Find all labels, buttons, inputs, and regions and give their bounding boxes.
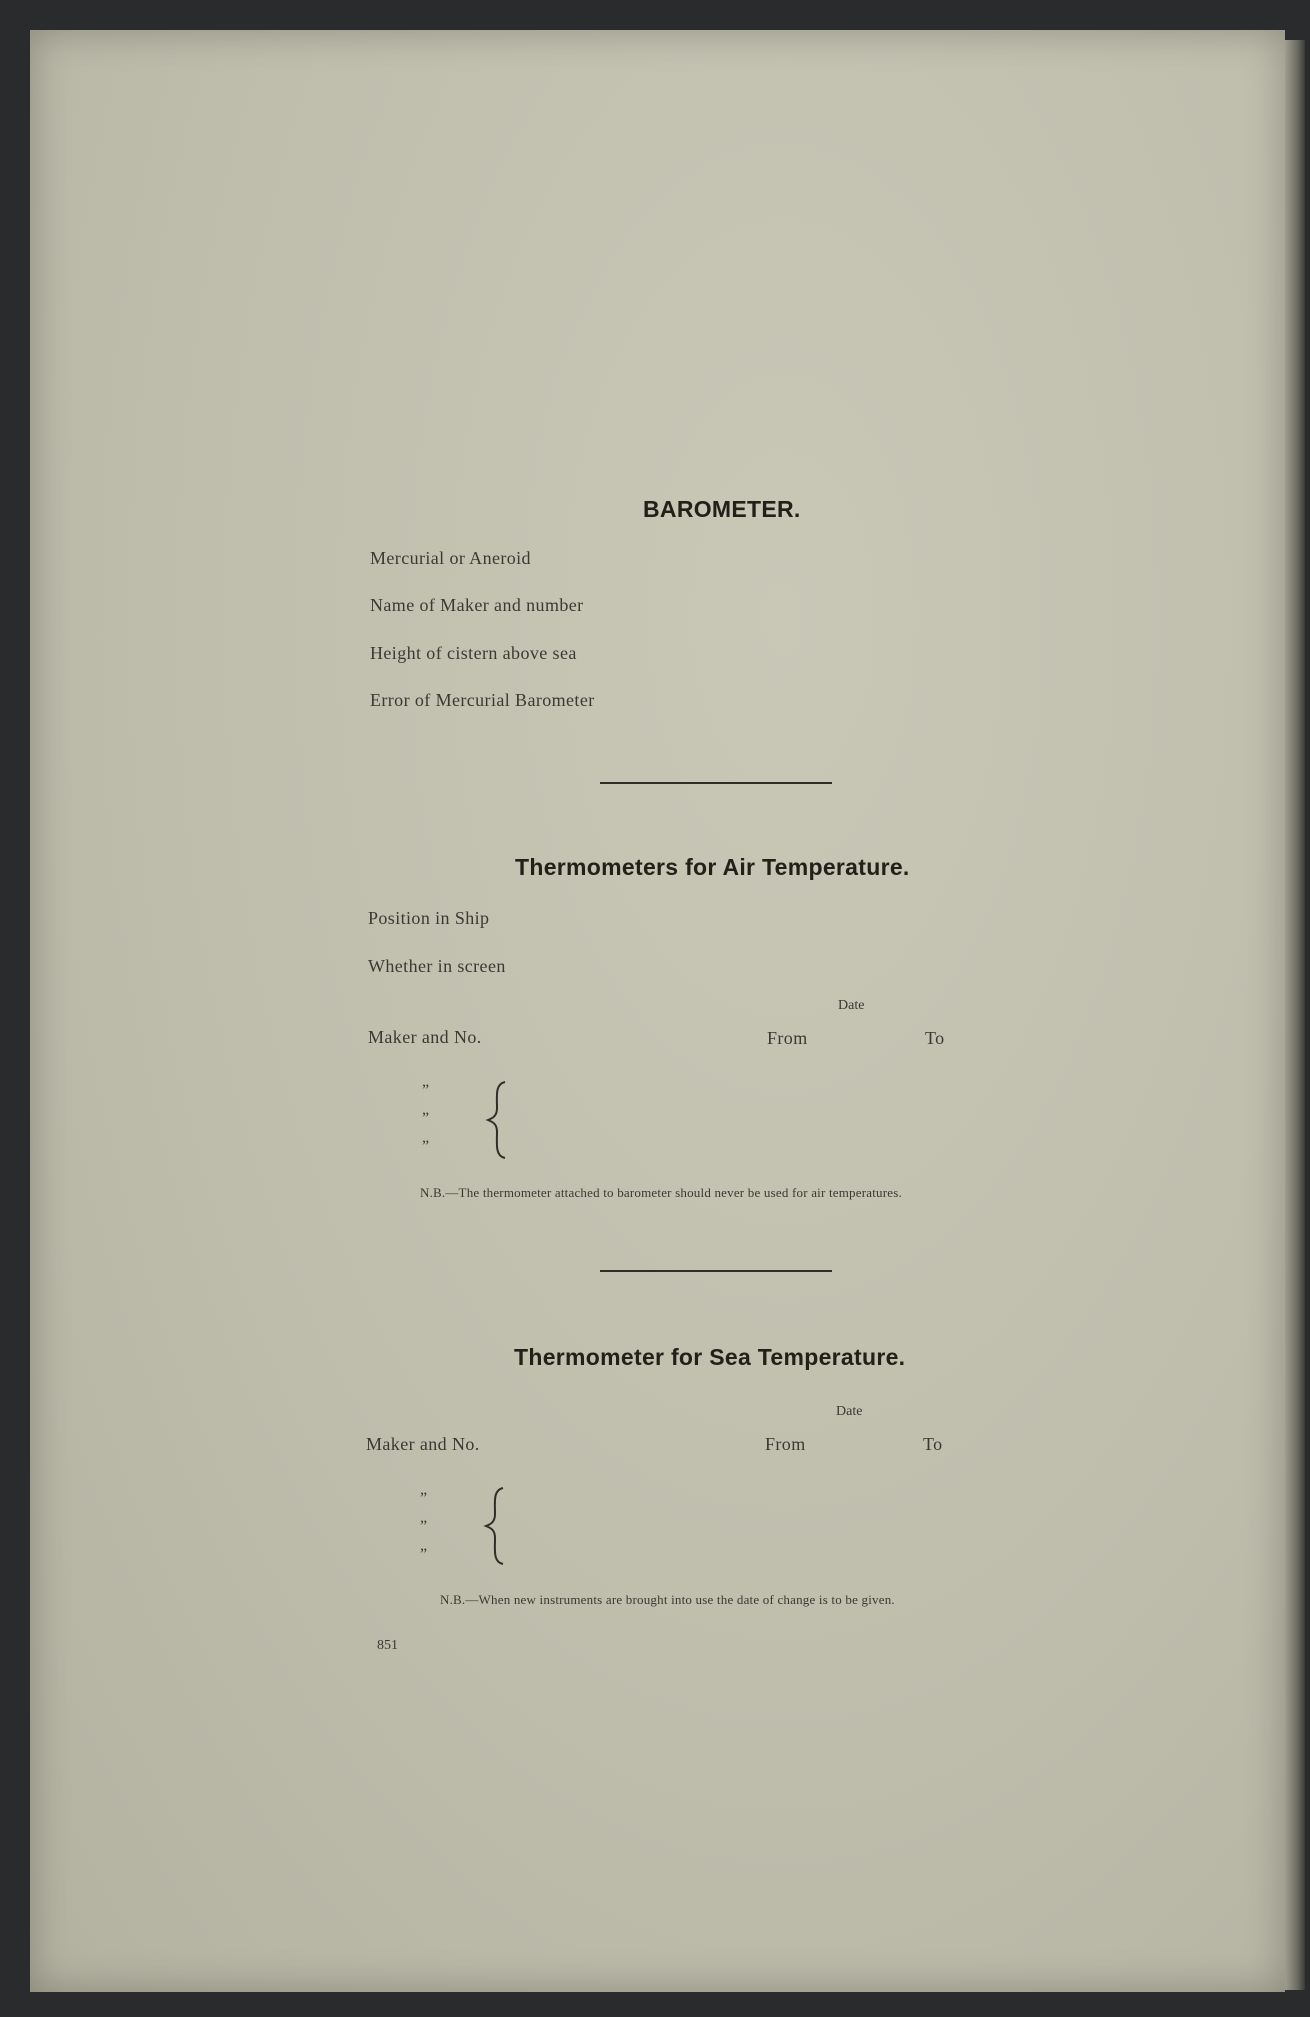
air-date-label: Date — [838, 998, 865, 1013]
air-ditto-mark: ” — [422, 1082, 430, 1099]
sea-note: N.B.—When new instruments are brought into use the date of change is to be given. — [440, 1592, 895, 1607]
sea-to-label: To — [923, 1434, 943, 1454]
curly-brace-icon — [483, 1486, 509, 1566]
air-maker-label: Maker and No. — [368, 1027, 482, 1047]
section-divider — [600, 782, 832, 784]
sea-date-label: Date — [836, 1404, 863, 1419]
sea-ditto-mark: ” — [420, 1546, 428, 1563]
sea-maker-label: Maker and No. — [366, 1434, 480, 1454]
air-ditto-mark: ” — [422, 1138, 430, 1155]
air-note: N.B.—The thermometer attached to barometer should never be used for air temperatures. — [420, 1185, 902, 1200]
curly-brace-icon — [485, 1080, 511, 1160]
sea-heading: Thermometer for Sea Temperature. — [514, 1344, 906, 1370]
air-position-label: Position in Ship — [368, 908, 490, 928]
barometer-field-error: Error of Mercurial Barometer — [370, 690, 595, 710]
document-page — [30, 30, 1285, 1992]
air-heading: Thermometers for Air Temperature. — [515, 854, 910, 880]
barometer-field-type: Mercurial or Aneroid — [370, 548, 531, 568]
barometer-field-height: Height of cistern above sea — [370, 643, 577, 663]
sea-from-label: From — [765, 1434, 806, 1454]
page-edge — [1285, 40, 1305, 1990]
section-divider — [600, 1270, 832, 1272]
barometer-heading: BAROMETER. — [643, 496, 801, 522]
air-ditto-mark: ” — [422, 1110, 430, 1127]
air-screen-label: Whether in screen — [368, 956, 506, 976]
barometer-field-maker: Name of Maker and number — [370, 595, 584, 615]
air-from-label: From — [767, 1028, 808, 1048]
page-code: 851 — [377, 1638, 398, 1653]
air-to-label: To — [925, 1028, 945, 1048]
sea-ditto-mark: ” — [420, 1490, 428, 1507]
sea-ditto-mark: ” — [420, 1518, 428, 1535]
